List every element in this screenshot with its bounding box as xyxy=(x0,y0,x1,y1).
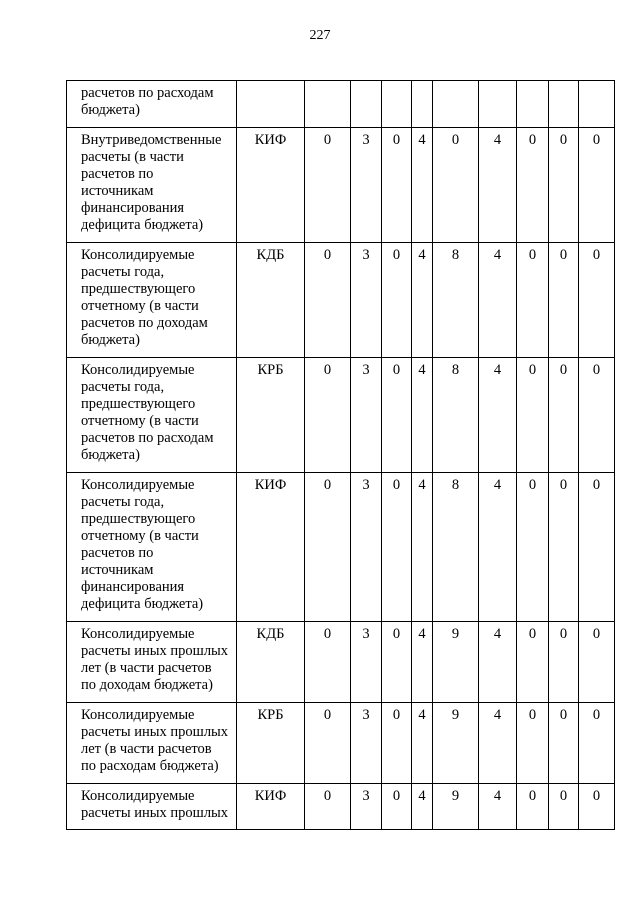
row-description xyxy=(67,358,237,473)
code-digit-cell: 9 xyxy=(433,622,479,703)
row-code: КДБ xyxy=(237,622,305,703)
row-description xyxy=(67,622,237,703)
code-digit-cell: 0 xyxy=(579,243,615,358)
code-digit-cell xyxy=(549,81,579,128)
code-digit-cell: 4 xyxy=(479,358,517,473)
code-digit-cell: 0 xyxy=(549,243,579,358)
code-digit-cell: 3 xyxy=(351,358,382,473)
code-digit-cell: 0 xyxy=(305,243,351,358)
row-description-line: лет (в части расчетов xyxy=(81,741,212,757)
code-digit-cell: 0 xyxy=(305,358,351,473)
code-digit-cell: 3 xyxy=(351,622,382,703)
code-digit-cell: 4 xyxy=(479,703,517,784)
code-digit-cell: 0 xyxy=(517,784,549,830)
table-row xyxy=(67,784,615,830)
code-digit-cell: 4 xyxy=(479,128,517,243)
code-digit-cell: 4 xyxy=(479,473,517,622)
row-description-line: дефицита бюджета) xyxy=(81,596,204,612)
code-digit-cell: 3 xyxy=(351,703,382,784)
row-description-line: расчеты года, xyxy=(81,379,165,395)
code-digit-cell xyxy=(517,81,549,128)
table-row xyxy=(67,622,615,703)
row-description-line: расчеты иных прошлых xyxy=(81,643,229,659)
row-description xyxy=(67,703,237,784)
account-codes-table xyxy=(66,80,615,830)
code-digit-cell: 4 xyxy=(479,622,517,703)
row-description-line: расчетов по xyxy=(81,545,154,561)
row-description-line: отчетному (в части xyxy=(81,413,199,429)
table-row xyxy=(67,128,615,243)
code-digit-cell xyxy=(351,81,382,128)
code-digit-cell xyxy=(382,81,412,128)
code-digit-cell: 0 xyxy=(305,473,351,622)
code-digit-cell: 0 xyxy=(549,358,579,473)
row-description xyxy=(67,81,237,128)
table-row xyxy=(67,473,615,622)
code-digit-cell: 0 xyxy=(517,622,549,703)
row-code: КДБ xyxy=(237,243,305,358)
row-description-line: бюджета) xyxy=(81,332,140,348)
row-description-line: Консолидируемые xyxy=(81,362,195,378)
code-digit-cell: 0 xyxy=(382,703,412,784)
code-digit-cell: 0 xyxy=(433,128,479,243)
code-digit-cell: 3 xyxy=(351,128,382,243)
row-code: КИФ xyxy=(237,784,305,830)
row-description xyxy=(67,473,237,622)
code-digit-cell xyxy=(305,81,351,128)
code-digit-cell: 0 xyxy=(549,622,579,703)
code-digit-cell: 0 xyxy=(382,784,412,830)
code-digit-cell: 8 xyxy=(433,358,479,473)
table-row xyxy=(67,81,615,128)
code-digit-cell: 3 xyxy=(351,243,382,358)
row-description-line: расчеты года, xyxy=(81,494,165,510)
code-digit-cell xyxy=(433,81,479,128)
code-digit-cell: 4 xyxy=(412,128,433,243)
code-digit-cell: 4 xyxy=(412,784,433,830)
row-description-line: расчетов по расходам xyxy=(81,85,214,101)
row-description-line: Консолидируемые xyxy=(81,707,195,723)
code-digit-cell xyxy=(412,81,433,128)
row-description-line: предшествующего xyxy=(81,396,196,412)
row-description-line: расчеты года, xyxy=(81,264,165,280)
row-description-line: расчеты иных прошлых xyxy=(81,724,229,740)
code-digit-cell: 0 xyxy=(382,473,412,622)
row-description-line: дефицита бюджета) xyxy=(81,217,204,233)
code-digit-cell: 9 xyxy=(433,784,479,830)
code-digit-cell: 0 xyxy=(579,358,615,473)
row-description-line: расчеты иных прошлых xyxy=(81,805,229,821)
code-digit-cell: 3 xyxy=(351,784,382,830)
row-description-line: расчетов по xyxy=(81,166,154,182)
code-digit-cell: 0 xyxy=(305,128,351,243)
code-digit-cell: 0 xyxy=(549,128,579,243)
code-digit-cell: 0 xyxy=(517,128,549,243)
code-digit-cell: 0 xyxy=(305,784,351,830)
code-digit-cell: 0 xyxy=(579,784,615,830)
code-digit-cell: 0 xyxy=(382,128,412,243)
row-description-line: предшествующего xyxy=(81,281,196,297)
row-description xyxy=(67,784,237,830)
row-code xyxy=(237,81,305,128)
table-row xyxy=(67,243,615,358)
table-row xyxy=(67,358,615,473)
row-description-line: финансирования xyxy=(81,579,185,595)
row-description-line: расчеты (в части xyxy=(81,149,184,165)
code-digit-cell: 0 xyxy=(549,473,579,622)
row-description-line: Консолидируемые xyxy=(81,247,195,263)
row-description-line: Консолидируемые xyxy=(81,788,195,804)
row-description-line: отчетному (в части xyxy=(81,528,199,544)
row-code: КИФ xyxy=(237,128,305,243)
code-digit-cell xyxy=(479,81,517,128)
row-code: КРБ xyxy=(237,703,305,784)
code-digit-cell: 0 xyxy=(579,128,615,243)
row-code: КИФ xyxy=(237,473,305,622)
code-digit-cell: 0 xyxy=(517,473,549,622)
row-description-line: расчетов по расходам xyxy=(81,430,214,446)
code-digit-cell: 0 xyxy=(517,703,549,784)
code-digit-cell: 0 xyxy=(305,622,351,703)
row-description-line: источникам xyxy=(81,183,154,199)
row-description-line: Консолидируемые xyxy=(81,626,195,642)
code-digit-cell: 8 xyxy=(433,243,479,358)
table-row xyxy=(67,703,615,784)
code-digit-cell: 4 xyxy=(412,473,433,622)
code-digit-cell: 0 xyxy=(305,703,351,784)
row-description-line: отчетному (в части xyxy=(81,298,199,314)
row-code: КРБ xyxy=(237,358,305,473)
code-digit-cell: 0 xyxy=(382,358,412,473)
row-description xyxy=(67,128,237,243)
row-description-line: Консолидируемые xyxy=(81,477,195,493)
code-digit-cell: 4 xyxy=(412,358,433,473)
code-digit-cell: 8 xyxy=(433,473,479,622)
table-body xyxy=(67,81,615,830)
code-digit-cell: 0 xyxy=(382,243,412,358)
row-description-line: источникам xyxy=(81,562,154,578)
page-number: 227 xyxy=(309,28,331,43)
code-digit-cell: 4 xyxy=(412,703,433,784)
code-digit-cell: 0 xyxy=(579,622,615,703)
code-digit-cell: 0 xyxy=(382,622,412,703)
code-digit-cell xyxy=(579,81,615,128)
code-digit-cell: 4 xyxy=(412,243,433,358)
code-digit-cell: 4 xyxy=(479,784,517,830)
code-digit-cell: 4 xyxy=(412,622,433,703)
code-digit-cell: 9 xyxy=(433,703,479,784)
row-description-line: по расходам бюджета) xyxy=(81,758,219,774)
row-description-line: Внутриведомственные xyxy=(81,132,222,148)
code-digit-cell: 0 xyxy=(549,703,579,784)
code-digit-cell: 4 xyxy=(479,243,517,358)
code-digit-cell: 0 xyxy=(549,784,579,830)
code-digit-cell: 0 xyxy=(579,473,615,622)
row-description-line: финансирования xyxy=(81,200,185,216)
row-description xyxy=(67,243,237,358)
row-description-line: предшествующего xyxy=(81,511,196,527)
row-description-line: бюджета) xyxy=(81,102,140,118)
code-digit-cell: 0 xyxy=(579,703,615,784)
row-description-line: расчетов по доходам xyxy=(81,315,208,331)
row-description-line: по доходам бюджета) xyxy=(81,677,213,693)
code-digit-cell: 0 xyxy=(517,243,549,358)
code-digit-cell: 0 xyxy=(517,358,549,473)
row-description-line: лет (в части расчетов xyxy=(81,660,212,676)
code-digit-cell: 3 xyxy=(351,473,382,622)
row-description-line: бюджета) xyxy=(81,447,140,463)
